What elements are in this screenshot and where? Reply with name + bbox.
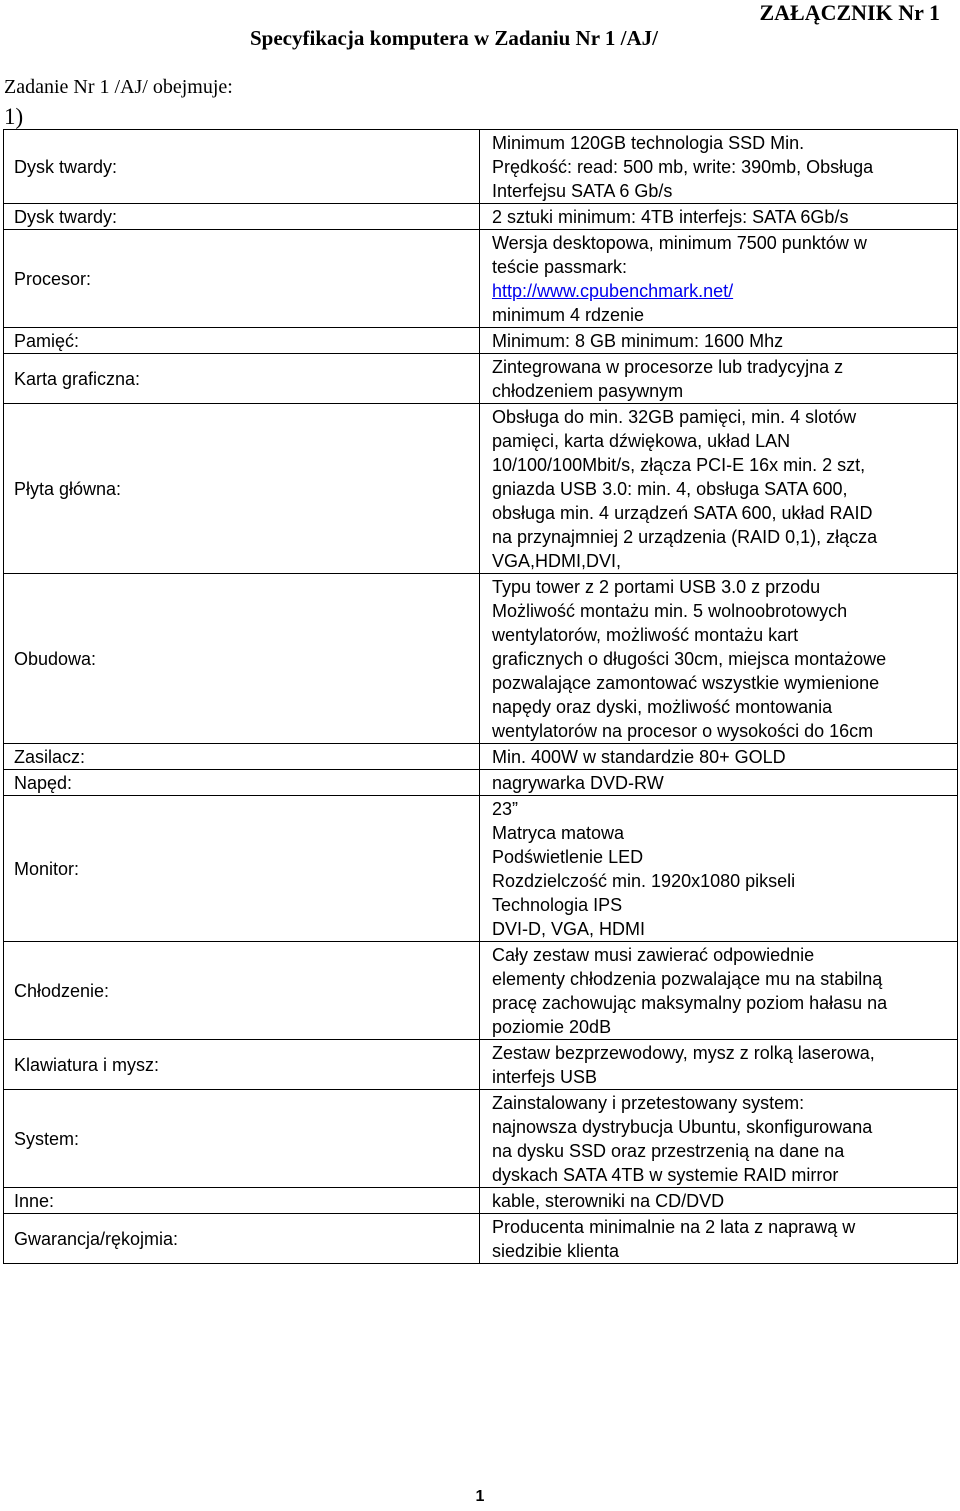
- spec-label: Gwarancja/rękojmia:: [4, 1214, 480, 1264]
- spec-label: Napęd:: [4, 770, 480, 796]
- spec-line: 2 sztuki minimum: 4TB interfejs: SATA 6Gb/s: [492, 207, 849, 227]
- spec-row: [4, 204, 958, 230]
- spec-line: Podświetlenie LED: [492, 847, 644, 867]
- spec-line: VGA,HDMI,DVI,: [492, 551, 622, 571]
- spec-line: dyskach SATA 4TB w systemie RAID mirror: [492, 1165, 839, 1185]
- spec-row: [4, 770, 958, 796]
- spec-line: Zintegrowana w procesorze lub tradycyjna z: [492, 357, 844, 377]
- spec-row: [4, 942, 958, 1040]
- spec-value: [480, 230, 958, 328]
- spec-value: [480, 130, 958, 204]
- spec-line: Producenta minimalnie na 2 lata z naprawą w: [492, 1217, 856, 1237]
- attachment-label: ZAŁĄCZNIK Nr 1: [759, 0, 940, 25]
- spec-line: 23”: [492, 799, 519, 819]
- spec-value: [480, 204, 958, 230]
- spec-row: [4, 574, 958, 744]
- spec-row: [4, 130, 958, 204]
- spec-value: [480, 1090, 958, 1188]
- spec-line: gniazda USB 3.0: min. 4, obsługa SATA 600,: [492, 479, 848, 499]
- spec-line: chłodzeniem pasywnym: [492, 381, 684, 401]
- spec-value: [480, 1188, 958, 1214]
- spec-value: [480, 1040, 958, 1090]
- spec-line: poziomie 20dB: [492, 1017, 612, 1037]
- spec-row: [4, 1188, 958, 1214]
- spec-line: Zainstalowany i przetestowany system:: [492, 1093, 805, 1113]
- spec-line: wentylatorów na procesor o wysokości do 16cm: [492, 721, 874, 741]
- spec-row: [4, 1090, 958, 1188]
- spec-line: minimum 4 rdzenie: [492, 305, 645, 325]
- spec-line: Minimum 120GB technologia SSD Min.: [492, 133, 805, 153]
- spec-label: Karta graficzna:: [4, 354, 480, 404]
- spec-row: [4, 744, 958, 770]
- page-number: 1: [475, 1488, 485, 1505]
- spec-line: Min. 400W w standardzie 80+ GOLD: [492, 747, 786, 767]
- spec-label: Pamięć:: [4, 328, 480, 354]
- spec-label: Zasilacz:: [4, 744, 480, 770]
- spec-link[interactable]: http://www.cpubenchmark.net/: [492, 281, 734, 301]
- spec-table-body: [4, 130, 958, 1264]
- spec-line: obsługa min. 4 urządzeń SATA 600, układ RAID: [492, 503, 873, 523]
- spec-value: [480, 942, 958, 1040]
- spec-label: Dysk twardy:: [4, 204, 480, 230]
- spec-line: Typu tower z 2 portami USB 3.0 z przodu: [492, 577, 821, 597]
- spec-row: [4, 354, 958, 404]
- spec-value: [480, 1214, 958, 1264]
- spec-value: [480, 796, 958, 942]
- spec-line: Matryca matowa: [492, 823, 625, 843]
- spec-line: graficznych o długości 30cm, miejsca montażowe: [492, 649, 887, 669]
- spec-line: napędy oraz dyski, możliwość montowania: [492, 697, 833, 717]
- spec-label: Klawiatura i mysz:: [4, 1040, 480, 1090]
- spec-line: pozwalające zamontować wszystkie wymienione: [492, 673, 880, 693]
- spec-line: teście passmark:: [492, 257, 628, 277]
- spec-line: elementy chłodzenia pozwalające mu na stabilną: [492, 969, 883, 989]
- spec-line: DVI-D, VGA, HDMI: [492, 919, 646, 939]
- spec-value: [480, 354, 958, 404]
- spec-row: [4, 1214, 958, 1264]
- spec-label: Inne:: [4, 1188, 480, 1214]
- spec-label: Płyta główna:: [4, 404, 480, 574]
- spec-row: [4, 328, 958, 354]
- task-intro: Zadanie Nr 1 /AJ/ obejmuje:: [4, 76, 233, 98]
- spec-label: Obudowa:: [4, 574, 480, 744]
- spec-label: Monitor:: [4, 796, 480, 942]
- spec-line: pracę zachowując maksymalny poziom hałasu na: [492, 993, 888, 1013]
- spec-value: [480, 404, 958, 574]
- spec-line: Interfejsu SATA 6 Gb/s: [492, 181, 673, 201]
- spec-row: [4, 1040, 958, 1090]
- spec-line: Cały zestaw musi zawierać odpowiednie: [492, 945, 815, 965]
- spec-line: na przynajmniej 2 urządzenia (RAID 0,1), złącza: [492, 527, 878, 547]
- spec-label: Procesor:: [4, 230, 480, 328]
- spec-line: Technologia IPS: [492, 895, 623, 915]
- item-number: 1): [4, 104, 24, 129]
- spec-row: [4, 230, 958, 328]
- spec-line: Obsługa do min. 32GB pamięci, min. 4 slotów: [492, 407, 857, 427]
- spec-value: [480, 770, 958, 796]
- spec-line: najnowsza dystrybucja Ubuntu, skonfigurowana: [492, 1117, 873, 1137]
- spec-line: Rozdzielczość min. 1920x1080 pikseli: [492, 871, 796, 891]
- spec-value: [480, 328, 958, 354]
- spec-label: Dysk twardy:: [4, 130, 480, 204]
- spec-value: [480, 744, 958, 770]
- spec-label: System:: [4, 1090, 480, 1188]
- spec-line: Minimum: 8 GB minimum: 1600 Mhz: [492, 331, 784, 351]
- spec-row: [4, 796, 958, 942]
- spec-label: Chłodzenie:: [4, 942, 480, 1040]
- spec-line: nagrywarka DVD-RW: [492, 773, 664, 793]
- spec-line: Wersja desktopowa, minimum 7500 punktów w: [492, 233, 867, 253]
- spec-line: Prędkość: read: 500 mb, write: 390mb, Obsługa: [492, 157, 874, 177]
- spec-line: wentylatorów, możliwość montażu kart: [492, 625, 799, 645]
- spec-line: Możliwość montażu min. 5 wolnoobrotowych: [492, 601, 848, 621]
- spec-line: pamięci, karta dźwiękowa, układ LAN: [492, 431, 791, 451]
- spec-line: siedzibie klienta: [492, 1241, 620, 1261]
- spec-value: [480, 574, 958, 744]
- document-title: Specyfikacja komputera w Zadaniu Nr 1 /AJ/: [250, 26, 658, 50]
- spec-line: Zestaw bezprzewodowy, mysz z rolką laserowa,: [492, 1043, 875, 1063]
- spec-table: [3, 129, 958, 1264]
- spec-row: [4, 404, 958, 574]
- spec-line: interfejs USB: [492, 1067, 598, 1087]
- spec-line: 10/100/100Mbit/s, złącza PCI-E 16x min. 2 szt,: [492, 455, 866, 475]
- spec-line: kable, sterowniki na CD/DVD: [492, 1191, 725, 1211]
- spec-line: na dysku SSD oraz przestrzenią na dane na: [492, 1141, 845, 1161]
